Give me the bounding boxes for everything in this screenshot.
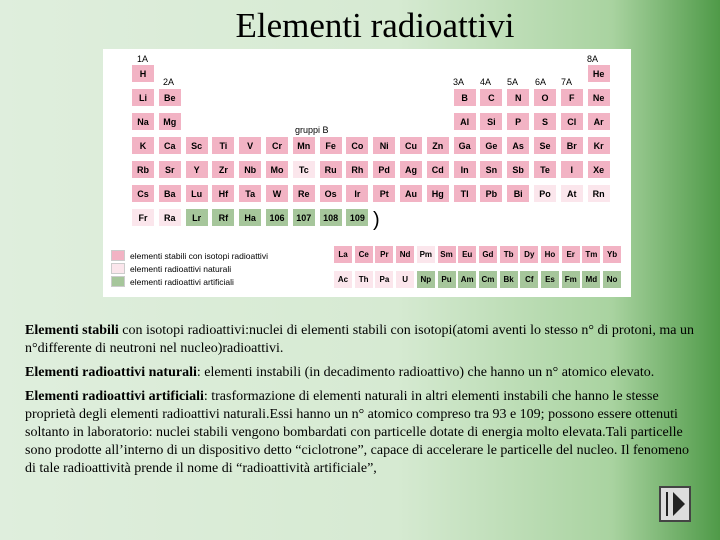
element-cell: Se xyxy=(533,136,557,155)
element-cell: Dy xyxy=(519,245,539,264)
element-cell: Mn xyxy=(292,136,316,155)
element-cell: 109 xyxy=(345,208,369,227)
element-cell: Fe xyxy=(319,136,343,155)
group-label-2a: 2A xyxy=(163,77,175,87)
element-cell: Na xyxy=(131,112,155,131)
element-cell: Li xyxy=(131,88,155,107)
element-cell: Mo xyxy=(265,160,289,179)
element-cell: Pt xyxy=(372,184,396,203)
element-cell: Ne xyxy=(587,88,611,107)
element-cell: Ti xyxy=(211,136,235,155)
element-cell: H xyxy=(131,64,155,83)
element-cell: Ir xyxy=(345,184,369,203)
element-cell: Pm xyxy=(416,245,436,264)
element-cell: At xyxy=(560,184,584,203)
element-cell: He xyxy=(587,64,611,83)
element-cell: Cd xyxy=(426,160,450,179)
element-cell: Ru xyxy=(319,160,343,179)
term: Elementi stabili xyxy=(25,323,119,338)
element-cell: No xyxy=(602,270,622,289)
definition: : trasformazione di elementi naturali in altri elementi instabili che hanno le stesse proprietà degli elementi radioattivi naturali.Essi hanno un n° atomico compreso tra 93 e 109; possono essere ottenuti soltanto in laboratorio: nuclei stabili vengono bombardati con particelle dotate di energia molto elevata.Tali particelle sono prodotte all’interno di un dispositivo detto “ciclotrone”, capace di accelerare le particelle del nucleo. Il fenomeno di tale radioattività prende il nome di “radioattività artificiale”, xyxy=(25,389,689,476)
element-cell: Pb xyxy=(479,184,503,203)
element-cell: Co xyxy=(345,136,369,155)
element-cell: Sc xyxy=(185,136,209,155)
group-label-8a: 8A xyxy=(587,54,599,64)
element-cell: Bk xyxy=(499,270,519,289)
legend-item xyxy=(111,275,321,288)
element-cell: Tl xyxy=(453,184,477,203)
group-label-b: gruppi B xyxy=(295,125,329,135)
end-slideshow-icon[interactable] xyxy=(659,486,691,522)
group-label-1a: 1A xyxy=(137,54,149,64)
element-cell: Gd xyxy=(478,245,498,264)
legend-label: elementi stabili con isotopi radioattivi xyxy=(130,250,268,261)
element-cell: 107 xyxy=(292,208,316,227)
paragraph-artificiali xyxy=(25,388,697,478)
element-cell: Ho xyxy=(540,245,560,264)
element-cell: Sr xyxy=(158,160,182,179)
element-cell: Sb xyxy=(506,160,530,179)
group-label-4a: 4A xyxy=(480,77,492,87)
element-cell: Sn xyxy=(479,160,503,179)
element-cell: Yb xyxy=(602,245,622,264)
element-cell: Pr xyxy=(374,245,394,264)
term: Elementi radioattivi artificiali xyxy=(25,389,204,404)
element-cell: Rh xyxy=(345,160,369,179)
legend-label: elementi radioattivi artificiali xyxy=(130,276,234,287)
element-cell: Cm xyxy=(478,270,498,289)
group-label-7a: 7A xyxy=(561,77,573,87)
element-cell: La xyxy=(333,245,353,264)
element-cell: Es xyxy=(540,270,560,289)
element-cell: I xyxy=(560,160,584,179)
element-cell: Ra xyxy=(158,208,182,227)
element-cell: Eu xyxy=(457,245,477,264)
legend-label: elementi radioattivi naturali xyxy=(130,263,232,274)
page-title: Elementi radioattivi xyxy=(235,6,515,45)
legend-item xyxy=(111,262,321,275)
element-cell: Tc xyxy=(292,160,316,179)
element-cell: Xe xyxy=(587,160,611,179)
element-cell: Tb xyxy=(499,245,519,264)
element-cell: Zn xyxy=(426,136,450,155)
element-cell: Lr xyxy=(185,208,209,227)
element-cell: 108 xyxy=(319,208,343,227)
element-cell: Ge xyxy=(479,136,503,155)
element-cell: Ca xyxy=(158,136,182,155)
element-cell: Te xyxy=(533,160,557,179)
element-cell: Al xyxy=(453,112,477,131)
element-cell: Bi xyxy=(506,184,530,203)
element-cell: Sm xyxy=(437,245,457,264)
element-cell: Au xyxy=(399,184,423,203)
element-cell: Br xyxy=(560,136,584,155)
element-cell: Ag xyxy=(399,160,423,179)
element-cell: Ga xyxy=(453,136,477,155)
element-cell: Cl xyxy=(560,112,584,131)
element-cell: V xyxy=(238,136,262,155)
element-cell: Cr xyxy=(265,136,289,155)
element-cell: Os xyxy=(319,184,343,203)
element-cell: U xyxy=(395,270,415,289)
element-cell: K xyxy=(131,136,155,155)
element-cell: Pa xyxy=(374,270,394,289)
legend-item xyxy=(111,249,321,262)
paragraph-stabili xyxy=(25,322,697,358)
element-cell: Ta xyxy=(238,184,262,203)
element-cell: Pu xyxy=(437,270,457,289)
element-cell: Hg xyxy=(426,184,450,203)
term: Elementi radioattivi naturali xyxy=(25,365,197,380)
element-cell: F xyxy=(560,88,584,107)
element-cell: W xyxy=(265,184,289,203)
element-cell: Cu xyxy=(399,136,423,155)
element-cell: In xyxy=(453,160,477,179)
element-cell: Th xyxy=(354,270,374,289)
element-cell: 106 xyxy=(265,208,289,227)
element-cell: Fm xyxy=(561,270,581,289)
element-cell: Am xyxy=(457,270,477,289)
element-cell: Np xyxy=(416,270,436,289)
body-text xyxy=(25,322,697,484)
element-cell: Lu xyxy=(185,184,209,203)
element-cell: Er xyxy=(561,245,581,264)
element-cell: Nb xyxy=(238,160,262,179)
element-cell: Nd xyxy=(395,245,415,264)
element-cell: Ar xyxy=(587,112,611,131)
legend-swatch-pink xyxy=(111,250,125,261)
element-cell: Ba xyxy=(158,184,182,203)
element-cell: Ac xyxy=(333,270,353,289)
element-cell: Tm xyxy=(581,245,601,264)
brace: ) xyxy=(373,209,380,231)
element-cell: P xyxy=(506,112,530,131)
element-cell: Pd xyxy=(372,160,396,179)
element-cell: S xyxy=(533,112,557,131)
element-cell: N xyxy=(506,88,530,107)
group-label-6a: 6A xyxy=(535,77,547,87)
element-cell: Hf xyxy=(211,184,235,203)
element-cell: Re xyxy=(292,184,316,203)
element-cell: Kr xyxy=(587,136,611,155)
element-cell: Po xyxy=(533,184,557,203)
element-cell: Ha xyxy=(238,208,262,227)
legend-swatch-light xyxy=(111,263,125,274)
element-cell: Cs xyxy=(131,184,155,203)
element-cell: Si xyxy=(479,112,503,131)
element-cell: Ce xyxy=(354,245,374,264)
definition: : elementi instabili (in decadimento radioattivo) che hanno un n° atomico elevato. xyxy=(196,365,655,380)
element-cell: C xyxy=(479,88,503,107)
paragraph-naturali xyxy=(25,364,697,382)
element-cell: Mg xyxy=(158,112,182,131)
element-cell: Fr xyxy=(131,208,155,227)
definition: con isotopi radioattivi:nuclei di elementi stabili con isotopi(atomi aventi lo stesso n° di protoni, ma un n°differente di neutroni nel nucleo)radioattivi. xyxy=(25,323,694,356)
legend xyxy=(111,249,321,288)
element-cell: As xyxy=(506,136,530,155)
element-cell: O xyxy=(533,88,557,107)
element-cell: Md xyxy=(581,270,601,289)
element-cell: Zr xyxy=(211,160,235,179)
group-label-5a: 5A xyxy=(507,77,519,87)
group-label-3a: 3A xyxy=(453,77,465,87)
element-cell: Rn xyxy=(587,184,611,203)
element-cell: Be xyxy=(158,88,182,107)
element-cell: Cf xyxy=(519,270,539,289)
element-cell: Rf xyxy=(211,208,235,227)
element-cell: Ni xyxy=(372,136,396,155)
element-cell: Y xyxy=(185,160,209,179)
periodic-table-figure xyxy=(103,49,631,297)
legend-swatch-green xyxy=(111,276,125,287)
element-cell: Rb xyxy=(131,160,155,179)
element-cell: B xyxy=(453,88,477,107)
